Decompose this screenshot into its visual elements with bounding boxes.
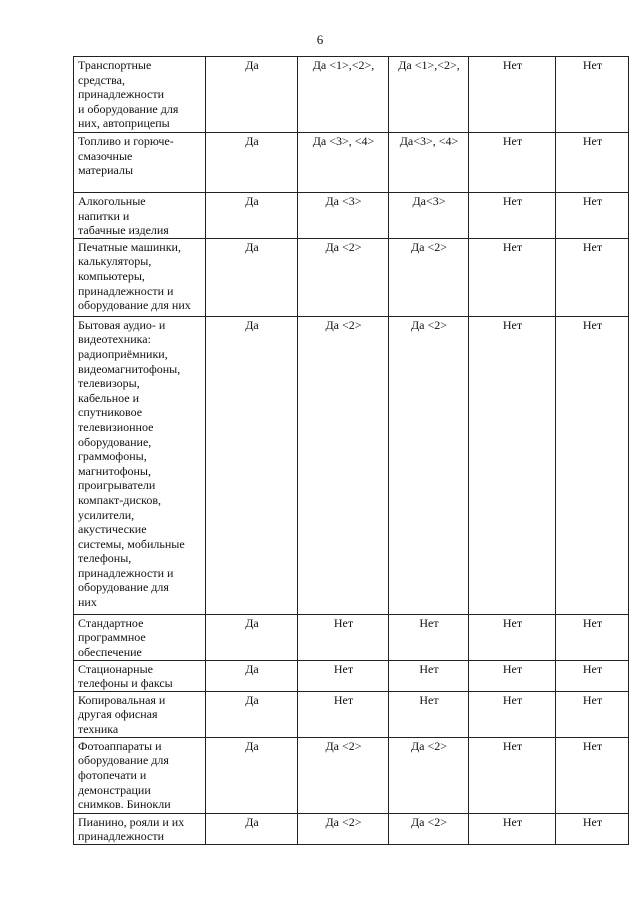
value-cell: Нет [298,691,389,737]
table-row [74,737,629,813]
value-cell: Нет [556,193,629,239]
value-cell: Да [206,737,298,813]
value-cell: Да <3>, <4> [298,133,389,193]
value-cell: Да <2> [298,316,389,614]
table-row [74,660,629,691]
value-cell: Да<3>, <4> [389,133,469,193]
value-cell: Нет [389,691,469,737]
value-cell: Да [206,614,298,660]
value-cell: Да [206,813,298,844]
value-cell: Да [206,238,298,316]
value-cell: Да <2> [298,813,389,844]
value-cell: Да <3> [298,193,389,239]
value-cell: Нет [469,133,556,193]
value-cell: Нет [469,691,556,737]
value-cell: Да <2> [389,737,469,813]
value-cell: Нет [556,737,629,813]
value-cell: Нет [469,813,556,844]
goods-table-body [74,57,629,845]
value-cell: Нет [469,737,556,813]
table-row [74,316,629,614]
value-cell: Да <2> [389,316,469,614]
goods-category-cell: Топливо и горюче- смазочные материалы [74,133,206,193]
value-cell: Нет [556,614,629,660]
goods-category-cell: Печатные машинки, калькуляторы, компьютеры, принадлежности и оборудование для них [74,238,206,316]
value-cell: Да <1>,<2>, [298,57,389,133]
value-cell: Нет [389,614,469,660]
value-cell: Нет [469,660,556,691]
value-cell: Нет [556,691,629,737]
value-cell: Да [206,57,298,133]
goods-category-cell: Алкогольные напитки и табачные изделия [74,193,206,239]
value-cell: Да <2> [298,238,389,316]
table-row [74,57,629,133]
value-cell: Нет [556,133,629,193]
value-cell: Нет [298,660,389,691]
table-row [74,193,629,239]
value-cell: Нет [469,57,556,133]
value-cell: Нет [469,316,556,614]
goods-category-cell: Фотоаппараты и оборудование для фотопечати и демонстрации снимков. Бинокли [74,737,206,813]
value-cell: Нет [556,813,629,844]
table-row [74,238,629,316]
table-row [74,614,629,660]
value-cell: Да [206,133,298,193]
value-cell: Нет [298,614,389,660]
value-cell: Да <2> [389,813,469,844]
value-cell: Да [206,660,298,691]
page-number: 6 [316,32,324,47]
value-cell: Да [206,316,298,614]
value-cell: Нет [556,660,629,691]
table-row [74,133,629,193]
goods-category-cell: Пианино, рояли и их принадлежности [74,813,206,844]
value-cell: Нет [469,614,556,660]
value-cell: Да <2> [389,238,469,316]
goods-category-cell: Транспортные средства, принадлежности и оборудование для них, автоприцепы [74,57,206,133]
table-row [74,813,629,844]
value-cell: Нет [556,238,629,316]
goods-table [73,56,629,845]
value-cell: Да <2> [298,737,389,813]
goods-category-cell: Стандартное программное обеспечение [74,614,206,660]
goods-category-cell: Стационарные телефоны и факсы [74,660,206,691]
value-cell: Нет [469,193,556,239]
table-row [74,691,629,737]
value-cell: Да<3> [389,193,469,239]
value-cell: Да <1>,<2>, [389,57,469,133]
value-cell: Нет [556,316,629,614]
value-cell: Да [206,193,298,239]
value-cell: Нет [556,57,629,133]
goods-category-cell: Бытовая аудио- и видеотехника: радиоприёмники, видеомагнитофоны, телевизоры, кабельное и спутниковое телевизионное оборудование, граммофоны, магнитофоны, проигрыватели компакт-дисков, усилители, акустические системы, мобильные телефоны, принадлежности и оборудование для них [74,316,206,614]
value-cell: Нет [469,238,556,316]
value-cell: Нет [389,660,469,691]
value-cell: Да [206,691,298,737]
goods-category-cell: Копировальная и другая офисная техника [74,691,206,737]
